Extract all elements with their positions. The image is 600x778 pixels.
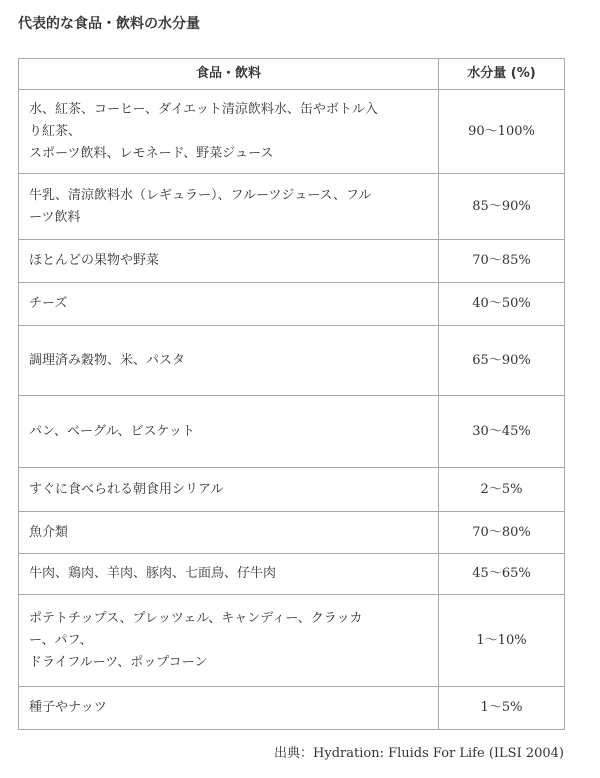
water-cell: 40〜50% (439, 283, 565, 326)
source-citation (274, 744, 564, 764)
water-cell: 70〜85% (439, 240, 565, 283)
water-cell: 65〜90% (439, 326, 565, 396)
food-line: ポテトチップス、プレッツェル、キャンディー、クラッカ (29, 610, 363, 626)
water-cell: 1〜5% (439, 687, 565, 730)
table-row (19, 90, 565, 174)
water-cell: 90〜100% (439, 90, 565, 174)
food-cell (19, 512, 439, 554)
food-cell (19, 90, 439, 174)
water-cell: 1〜10% (439, 595, 565, 687)
food-line: スポーツ飲料、レモネード、野菜ジュース (29, 145, 274, 161)
water-cell: 30〜45% (439, 396, 565, 468)
water-content-table (18, 58, 565, 730)
table-row (19, 283, 565, 326)
food-cell (19, 240, 439, 283)
water-cell: 85〜90% (439, 174, 565, 240)
source-prefix: 出典： (274, 746, 314, 761)
header-water-content: 水分量 (%) (439, 59, 565, 90)
food-line: ほとんどの果物や野菜 (29, 253, 160, 268)
table-row (19, 595, 565, 687)
food-cell (19, 595, 439, 687)
food-cell (19, 554, 439, 595)
table-row (19, 396, 565, 468)
food-cell (19, 326, 439, 396)
source-text: Hydration: Fluids For Life (ILSI 2004) (313, 746, 564, 761)
food-line: すぐに食べられる朝食用シリアル (29, 481, 224, 497)
water-cell: 2〜5% (439, 468, 565, 512)
food-cell (19, 687, 439, 730)
food-line: 種子やナッツ (29, 700, 107, 715)
food-line: 牛肉、鶏肉、羊肉、豚肉、七面鳥、仔牛肉 (29, 566, 277, 581)
food-line: り紅茶、 (29, 123, 82, 139)
food-cell (19, 283, 439, 326)
food-line: パン、ベーグル、ビスケット (29, 423, 195, 439)
table-header-row (19, 59, 565, 90)
table-row (19, 512, 565, 554)
food-line: チーズ (29, 296, 68, 311)
food-line: ドライフルーツ、ポップコーン (29, 654, 208, 670)
food-line: 水、紅茶、コーヒー、ダイエット清涼飲料水、缶やボトル入 (29, 101, 378, 117)
header-food: 食品・飲料 (19, 59, 439, 90)
table-row (19, 687, 565, 730)
food-line: 魚介類 (29, 524, 69, 540)
food-cell (19, 396, 439, 468)
table-row (19, 174, 565, 240)
food-line: ー、パフ、 (29, 632, 93, 648)
table-row (19, 468, 565, 512)
food-cell (19, 468, 439, 512)
table-row (19, 326, 565, 396)
water-cell: 70〜80% (439, 512, 565, 554)
food-line: 調理済み穀物、米、パスタ (29, 352, 186, 368)
table-row (19, 240, 565, 283)
food-line: ーツ飲料 (29, 209, 81, 225)
water-cell: 45〜65% (439, 554, 565, 595)
food-cell (19, 174, 439, 240)
food-line: 牛乳、清涼飲料水（レギュラー）、フルーツジュース、フル (29, 187, 372, 203)
page-title: 代表的な食品・飲料の水分量 (18, 16, 200, 32)
table-row (19, 554, 565, 595)
